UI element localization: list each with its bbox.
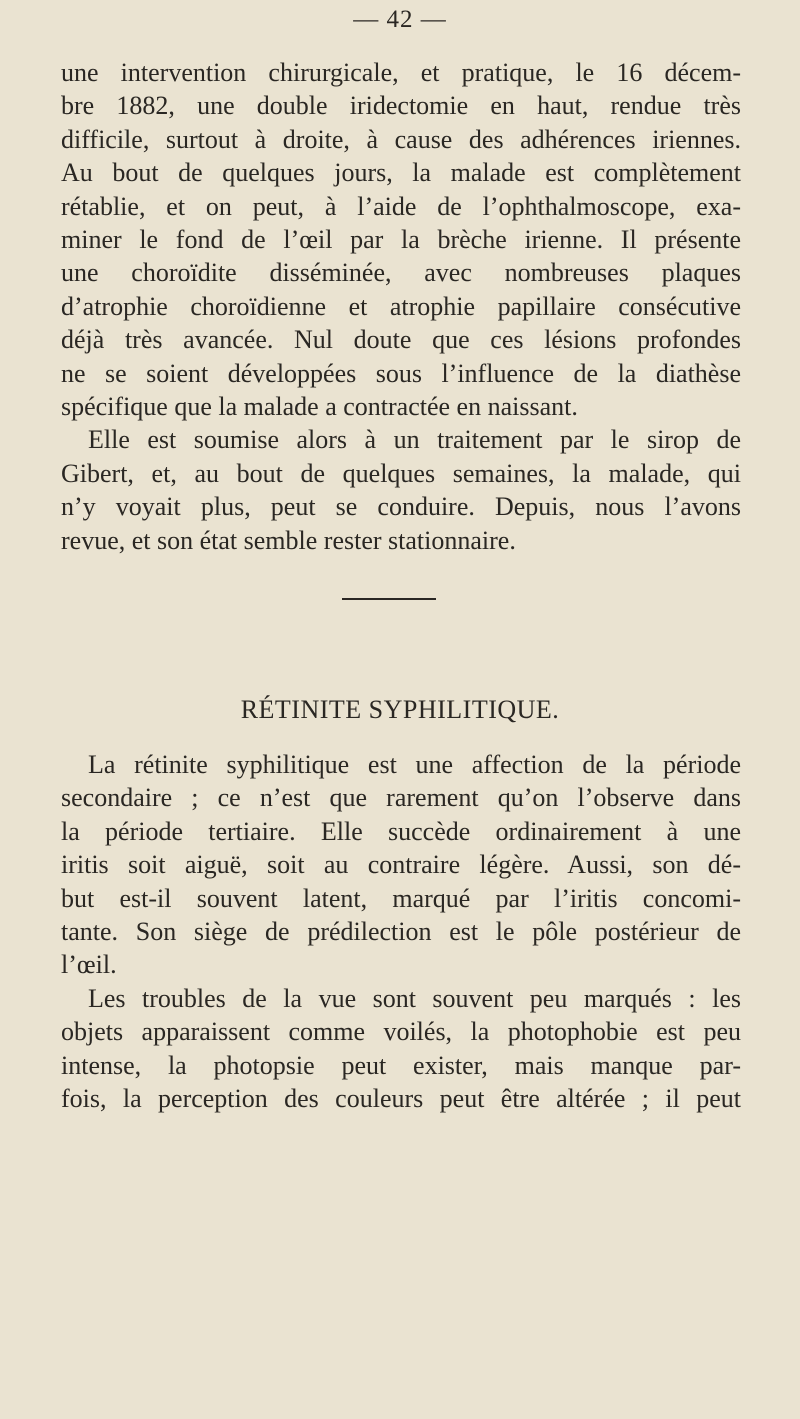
text-line: spécifique que la malade a contractée en naissant. xyxy=(61,392,578,422)
text-line: but est-il souvent latent, marqué par l’iritis concomi- xyxy=(61,883,741,913)
text-line: n’y voyait plus, peut se conduire. Depuis, nous l’avons xyxy=(61,492,741,522)
text-line: la période tertiaire. Elle succède ordinairement à une xyxy=(61,816,741,846)
body-text-top xyxy=(61,56,741,557)
text-line: intense, la photopsie peut exister, mais manque par- xyxy=(61,1050,741,1080)
text-line: d’atrophie choroïdienne et atrophie papillaire consécutive xyxy=(61,291,741,321)
text-line: miner le fond de l’œil par la brèche irienne. Il présente xyxy=(61,225,741,255)
text-line: revue, et son état semble rester stationnaire. xyxy=(61,525,516,555)
section-divider xyxy=(342,598,436,600)
section-heading: RÉTINITE SYPHILITIQUE. xyxy=(240,695,560,724)
text-line: Gibert, et, au bout de quelques semaines, la malade, qui xyxy=(61,458,741,488)
text-line: déjà très avancée. Nul doute que ces lésions profondes xyxy=(61,325,741,355)
text-line: une intervention chirurgicale, et pratique, le 16 décem- xyxy=(61,58,741,87)
text-line: ne se soient développées sous l’influence de la diathèse xyxy=(61,358,741,388)
text-line: tante. Son siège de prédilection est le pôle postérieur de xyxy=(61,917,741,947)
text-line: Elle est soumise alors à un traitement par le sirop de xyxy=(88,425,741,455)
text-line: bre 1882, une double iridectomie en haut, rendue très xyxy=(61,91,741,121)
text-line: difficile, surtout à droite, à cause des adhérences iriennes. xyxy=(61,124,741,154)
text-line: iritis soit aiguë, soit au contraire légère. Aussi, son dé- xyxy=(61,850,741,880)
text-line: une choroïdite disséminée, avec nombreuses plaques xyxy=(61,258,741,288)
text-line: secondaire ; ce n’est que rarement qu’on l’observe dans xyxy=(61,783,741,813)
text-line: l’œil. xyxy=(61,950,117,980)
text-line: fois, la perception des couleurs peut être altérée ; il peut xyxy=(61,1084,741,1114)
text-line: La rétinite syphilitique est une affection de la période xyxy=(88,750,741,779)
page-number: — 42 — xyxy=(353,6,447,33)
text-line: Les troubles de la vue sont souvent peu marqués : les xyxy=(88,983,741,1013)
text-line: Au bout de quelques jours, la malade est complètement xyxy=(61,158,741,188)
text-line: objets apparaissent comme voilés, la photophobie est peu xyxy=(61,1017,741,1047)
text-line: rétablie, et on peut, à l’aide de l’ophthalmoscope, exa- xyxy=(61,191,741,221)
body-text-bottom xyxy=(61,748,741,1115)
